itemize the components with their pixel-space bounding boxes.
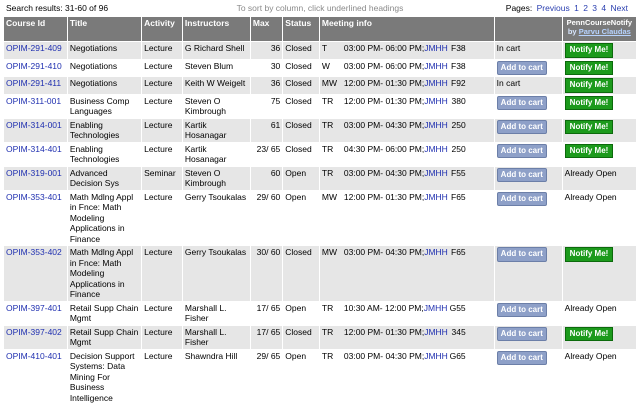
max-cell: 29/ 60 xyxy=(251,191,282,246)
meeting-info-cell xyxy=(320,350,494,405)
add-to-cart-button[interactable]: Add to cart xyxy=(497,327,547,342)
byline-prefix: by xyxy=(567,27,577,36)
notify-me-button[interactable]: Notify Me! xyxy=(565,144,614,159)
status-cell: Open xyxy=(283,302,319,325)
meeting-info-cell xyxy=(320,119,494,142)
already-open-label: Already Open xyxy=(564,302,617,313)
building-link[interactable]: JMHH xyxy=(424,326,448,337)
meeting-info-cell xyxy=(320,191,494,246)
max-cell: 60 xyxy=(251,167,282,190)
room-number: 345 xyxy=(451,326,466,337)
cart-cell xyxy=(495,143,562,166)
cart-cell xyxy=(495,119,562,142)
building-link[interactable]: JMHH xyxy=(424,60,448,71)
course-id-link[interactable]: OPIM-291-411 xyxy=(6,78,62,88)
meeting-days: TR xyxy=(321,119,334,130)
already-open-label: Already Open xyxy=(564,350,617,361)
column-header-max[interactable]: Max xyxy=(251,17,282,41)
course-title: Retail Supp Chain Mgmt xyxy=(68,326,141,349)
course-id-link[interactable]: OPIM-319-001 xyxy=(6,167,62,178)
building-link[interactable]: JMHH xyxy=(424,143,448,154)
column-header-course[interactable]: Course Id xyxy=(4,17,67,41)
course-id-link[interactable]: OPIM-397-402 xyxy=(6,326,62,337)
notify-cell xyxy=(563,95,636,118)
cart-cell xyxy=(495,350,562,405)
column-header-meeting[interactable]: Meeting info xyxy=(320,17,494,41)
table-body xyxy=(4,42,636,404)
max-cell: 17/ 65 xyxy=(251,302,282,325)
room-number: F65 xyxy=(451,247,466,257)
instructors-cell: Shawndra Hill xyxy=(183,350,250,405)
course-id-cell xyxy=(4,119,67,142)
status-cell: Closed xyxy=(283,42,319,59)
meeting-time: 03:00 PM- 06:00 PM; xyxy=(343,60,425,71)
building-link[interactable]: JMHH xyxy=(424,191,448,202)
sort-hint: To sort by column, click underlined headings xyxy=(236,3,404,13)
building-link[interactable]: JMHH xyxy=(424,95,448,106)
course-id-link[interactable]: OPIM-314-001 xyxy=(6,119,62,130)
add-to-cart-button[interactable]: Add to cart xyxy=(497,168,547,183)
course-id-cell xyxy=(4,302,67,325)
course-id-link[interactable]: OPIM-397-401 xyxy=(6,302,62,313)
room-number: F65 xyxy=(451,191,466,202)
cart-cell xyxy=(495,167,562,190)
activity-cell: Lecture xyxy=(142,191,182,246)
course-title: Negotiations xyxy=(68,60,141,77)
meeting-days: T xyxy=(321,43,328,53)
meeting-days: TR xyxy=(321,326,334,337)
meeting-info-cell xyxy=(320,326,494,349)
course-id-cell xyxy=(4,77,67,94)
room-number: F92 xyxy=(451,78,466,88)
meeting-info-cell xyxy=(320,246,494,301)
column-header-status[interactable]: Status xyxy=(283,17,319,41)
activity-cell: Lecture xyxy=(142,246,182,301)
course-id-link[interactable]: OPIM-314-401 xyxy=(6,143,62,154)
notify-cell xyxy=(563,42,636,59)
results-count: Search results: 31-60 of 96 xyxy=(6,3,109,13)
activity-cell: Lecture xyxy=(142,95,182,118)
instructors-cell: Steven O Kimbrough xyxy=(183,167,250,190)
notify-me-button[interactable]: Notify Me! xyxy=(565,120,614,135)
add-to-cart-button[interactable]: Add to cart xyxy=(497,144,547,159)
activity-cell: Lecture xyxy=(142,143,182,166)
notify-me-button[interactable]: Notify Me! xyxy=(565,61,614,76)
instructors-cell: Gerry Tsoukalas xyxy=(183,246,250,301)
course-id-link[interactable]: OPIM-353-402 xyxy=(6,247,62,257)
already-open-label: Already Open xyxy=(564,167,617,178)
cart-cell xyxy=(495,95,562,118)
room-number: 250 xyxy=(451,143,466,154)
notify-me-button[interactable]: Notify Me! xyxy=(565,327,614,342)
meeting-time: 03:00 PM- 04:30 PM; xyxy=(343,350,425,361)
meeting-days: TR xyxy=(321,143,334,154)
activity-cell: Lecture xyxy=(142,60,182,77)
previous-page-link[interactable]: Previous xyxy=(536,3,570,13)
room-number: 250 xyxy=(451,119,466,130)
meeting-days: MW xyxy=(321,191,337,202)
max-cell: 30/ 60 xyxy=(251,246,282,301)
course-results-table xyxy=(3,16,637,405)
activity-cell: Lecture xyxy=(142,302,182,325)
course-id-link[interactable]: OPIM-291-410 xyxy=(6,60,62,71)
course-id-link[interactable]: OPIM-410-401 xyxy=(6,350,62,361)
status-cell: Closed xyxy=(283,143,319,166)
add-to-cart-button[interactable]: Add to cart xyxy=(497,120,547,135)
max-cell: 17/ 65 xyxy=(251,326,282,349)
course-id-cell xyxy=(4,95,67,118)
penn-course-notify-byline xyxy=(565,27,634,36)
notify-me-button[interactable]: Notify Me! xyxy=(565,78,614,93)
table-row xyxy=(4,143,636,166)
course-id-cell xyxy=(4,350,67,405)
notify-cell xyxy=(563,191,636,246)
column-header-instructors[interactable]: Instructors xyxy=(183,17,250,41)
cart-cell xyxy=(495,77,562,94)
max-cell: 23/ 65 xyxy=(251,143,282,166)
meeting-info-cell xyxy=(320,167,494,190)
add-to-cart-button[interactable]: Add to cart xyxy=(497,351,547,366)
course-title: Math Mdlng Appl in Fnce: Math Modeling Applications in Finance xyxy=(68,191,141,246)
table-row xyxy=(4,302,636,325)
course-title: Decision Support Systems: Data Mining For Business Intelligence xyxy=(68,350,141,405)
pages-label: Pages: xyxy=(505,3,533,13)
room-number: F38 xyxy=(451,60,466,71)
table-row xyxy=(4,42,636,59)
course-id-link[interactable]: OPIM-311-001 xyxy=(6,95,62,106)
notify-me-button[interactable]: Notify Me! xyxy=(565,96,614,111)
add-to-cart-button[interactable]: Add to cart xyxy=(497,192,547,207)
building-link[interactable]: JMHH xyxy=(424,167,448,178)
meeting-days: TR xyxy=(321,302,334,313)
notify-cell xyxy=(563,77,636,94)
table-header-row xyxy=(4,17,636,41)
status-cell: Closed xyxy=(283,119,319,142)
cart-cell xyxy=(495,191,562,246)
add-to-cart-button[interactable]: Add to cart xyxy=(497,96,547,111)
instructors-cell: Marshall L. Fisher xyxy=(183,302,250,325)
course-title: Negotiations xyxy=(68,77,141,94)
activity-cell: Lecture xyxy=(142,42,182,59)
table-row xyxy=(4,60,636,77)
course-title: Business Comp Languages xyxy=(68,95,141,118)
meeting-days: W xyxy=(321,60,330,71)
meeting-days: TR xyxy=(321,95,334,106)
cart-cell xyxy=(495,302,562,325)
in-cart-label: In cart xyxy=(496,43,521,53)
column-header-cart xyxy=(495,17,562,41)
meeting-info-cell xyxy=(320,77,494,94)
course-id-cell xyxy=(4,191,67,246)
meeting-days: MW xyxy=(321,78,337,88)
penn-course-notify-header xyxy=(563,17,636,41)
instructors-cell: Kartik Hosanagar xyxy=(183,119,250,142)
column-header-activity[interactable]: Activity xyxy=(142,17,182,41)
notify-me-button[interactable]: Notify Me! xyxy=(565,247,614,262)
meeting-time: 03:00 PM- 06:00 PM; xyxy=(343,43,425,53)
meeting-time: 12:00 PM- 01:30 PM; xyxy=(343,78,425,88)
notify-cell xyxy=(563,167,636,190)
status-cell: Closed xyxy=(283,95,319,118)
table-row xyxy=(4,95,636,118)
activity-cell: Lecture xyxy=(142,326,182,349)
meeting-info-cell xyxy=(320,60,494,77)
table-row xyxy=(4,246,636,301)
max-cell: 61 xyxy=(251,119,282,142)
notify-cell xyxy=(563,326,636,349)
max-cell: 75 xyxy=(251,95,282,118)
table-row xyxy=(4,77,636,94)
notify-cell xyxy=(563,119,636,142)
column-header-title[interactable]: Title xyxy=(68,17,141,41)
meeting-days: TR xyxy=(321,167,334,178)
instructors-cell: Steven O Kimbrough xyxy=(183,95,250,118)
notify-cell xyxy=(563,246,636,301)
next-page-link[interactable]: Next xyxy=(610,3,628,13)
table-row xyxy=(4,191,636,246)
status-cell: Closed xyxy=(283,60,319,77)
status-cell: Open xyxy=(283,350,319,405)
max-cell: 36 xyxy=(251,77,282,94)
building-link[interactable]: JMHH xyxy=(424,78,448,88)
instructors-cell: Kartik Hosanagar xyxy=(183,143,250,166)
course-id-cell xyxy=(4,143,67,166)
building-link[interactable]: JMHH xyxy=(424,119,448,130)
notify-cell xyxy=(563,350,636,405)
meeting-info-cell xyxy=(320,143,494,166)
add-to-cart-button[interactable]: Add to cart xyxy=(497,61,547,76)
meeting-time: 04:30 PM- 06:00 PM; xyxy=(343,143,425,154)
room-number: F38 xyxy=(451,43,466,53)
instructors-cell: Keith W Weigelt xyxy=(183,77,250,94)
status-cell: Closed xyxy=(283,246,319,301)
notify-cell xyxy=(563,60,636,77)
course-id-cell xyxy=(4,246,67,301)
course-id-cell xyxy=(4,326,67,349)
meeting-time: 03:00 PM- 04:30 PM; xyxy=(343,247,425,257)
activity-cell: Lecture xyxy=(142,77,182,94)
meeting-days: MW xyxy=(321,247,337,257)
room-number: G55 xyxy=(449,302,466,313)
activity-cell: Lecture xyxy=(142,350,182,405)
course-id-link[interactable]: OPIM-291-409 xyxy=(6,43,62,53)
max-cell: 30 xyxy=(251,60,282,77)
course-id-cell xyxy=(4,167,67,190)
status-cell: Open xyxy=(283,167,319,190)
table-row xyxy=(4,119,636,142)
status-cell: Open xyxy=(283,191,319,246)
activity-cell: Lecture xyxy=(142,119,182,142)
already-open-label: Already Open xyxy=(564,191,617,202)
table-row xyxy=(4,326,636,349)
room-number: 380 xyxy=(451,95,466,106)
meeting-time: 03:00 PM- 04:30 PM; xyxy=(343,167,425,178)
meeting-time: 12:00 PM- 01:30 PM; xyxy=(343,95,425,106)
building-link[interactable]: JMHH xyxy=(423,302,448,313)
instructors-cell: Gerry Tsoukalas xyxy=(183,191,250,246)
course-title: Enabling Technologies xyxy=(68,143,141,166)
meeting-days: TR xyxy=(321,350,334,361)
activity-cell: Seminar xyxy=(142,167,182,190)
page-1-link[interactable]: 1 xyxy=(574,3,579,13)
course-title: Enabling Technologies xyxy=(68,119,141,142)
notify-cell xyxy=(563,302,636,325)
course-title: Advanced Decision Sys xyxy=(68,167,141,190)
instructors-cell: Steven Blum xyxy=(183,60,250,77)
cart-cell xyxy=(495,60,562,77)
results-toolbar xyxy=(0,0,640,16)
meeting-info-cell xyxy=(320,95,494,118)
page-4-link[interactable]: 4 xyxy=(601,3,607,13)
notify-me-button[interactable]: Notify Me! xyxy=(565,43,614,58)
building-link[interactable]: JMHH xyxy=(424,350,448,361)
instructors-cell: Marshall L. Fisher xyxy=(183,326,250,349)
notify-cell xyxy=(563,143,636,166)
in-cart-label: In cart xyxy=(496,78,521,88)
page-3-link[interactable]: 3 xyxy=(592,3,598,13)
course-id-cell xyxy=(4,60,67,77)
penn-course-notify-title: PennCourseNotify xyxy=(566,18,633,27)
meeting-time: 03:00 PM- 04:30 PM; xyxy=(343,119,425,130)
course-title: Retail Supp Chain Mgmt xyxy=(68,302,141,325)
author-link[interactable]: Parvu Claudas xyxy=(578,27,631,36)
cart-cell xyxy=(495,42,562,59)
room-number: G65 xyxy=(449,350,466,361)
building-link[interactable]: JMHH xyxy=(424,43,448,53)
page-2-link[interactable]: 2 xyxy=(583,3,588,13)
course-title: Math Mdlng Appl in Fnce: Math Modeling Applications in Finance xyxy=(68,246,141,301)
status-cell: Closed xyxy=(283,326,319,349)
building-link[interactable]: JMHH xyxy=(424,247,448,257)
meeting-info-cell xyxy=(320,42,494,59)
status-cell: Closed xyxy=(283,77,319,94)
table-row xyxy=(4,167,636,190)
course-title: Negotiations xyxy=(68,42,141,59)
max-cell: 36 xyxy=(251,42,282,59)
max-cell: 29/ 65 xyxy=(251,350,282,405)
table-row xyxy=(4,350,636,405)
course-id-cell xyxy=(4,42,67,59)
add-to-cart-button[interactable]: Add to cart xyxy=(497,303,547,318)
meeting-time: 10:30 AM- 12:00 PM; xyxy=(343,302,424,313)
room-number: F55 xyxy=(451,167,466,178)
instructors-cell: G Richard Shell xyxy=(183,42,250,59)
meeting-time: 12:00 PM- 01:30 PM; xyxy=(343,191,425,202)
pagination xyxy=(506,3,628,13)
cart-cell xyxy=(495,326,562,349)
meeting-time: 12:00 PM- 01:30 PM; xyxy=(343,326,425,337)
cart-cell xyxy=(495,246,562,301)
course-id-link[interactable]: OPIM-353-401 xyxy=(6,191,62,202)
add-to-cart-button[interactable]: Add to cart xyxy=(497,247,547,262)
meeting-info-cell xyxy=(320,302,494,325)
